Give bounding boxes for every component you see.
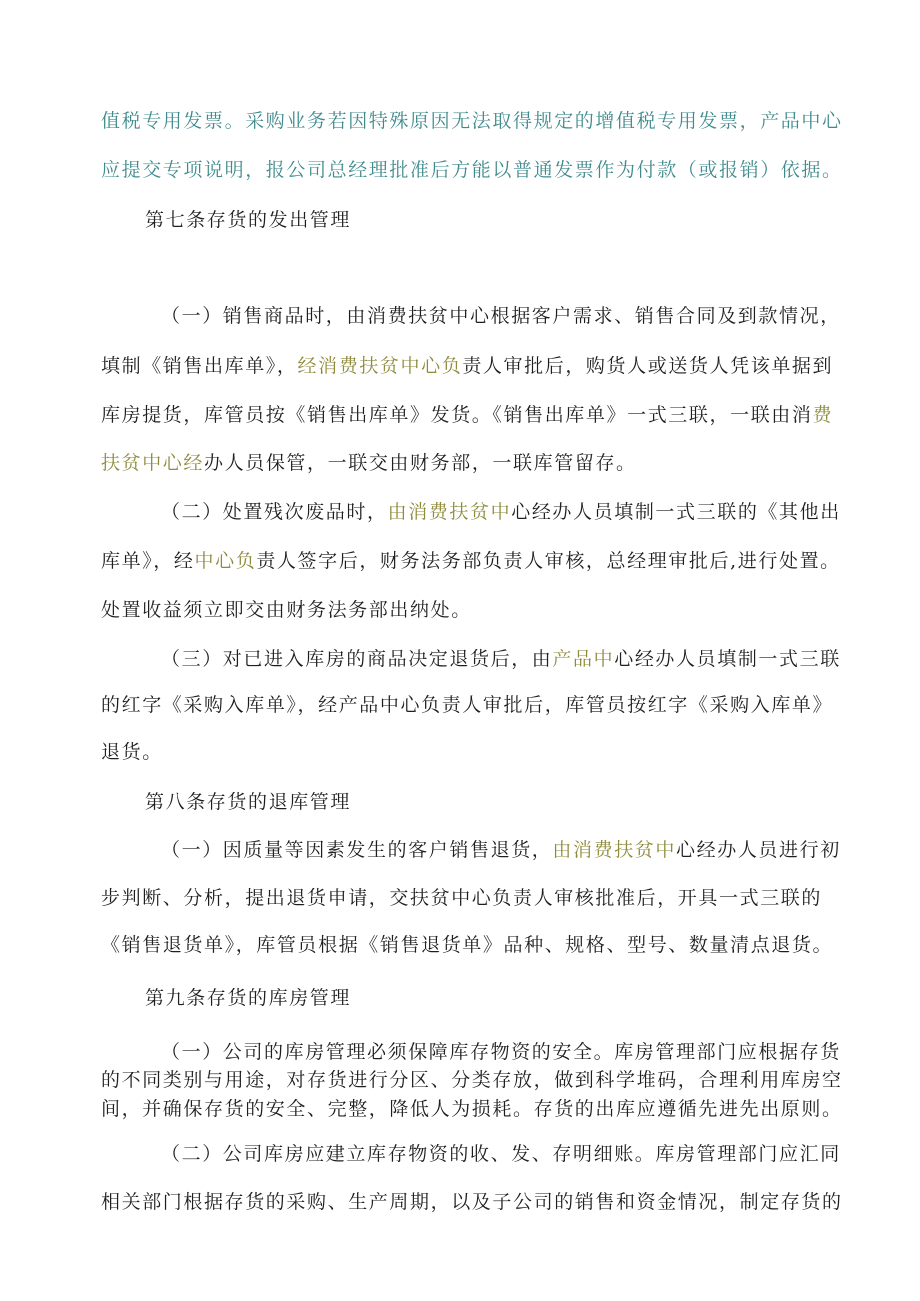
text-line [101, 1096, 843, 1122]
text-segment: 的不同类别与用途，对存货进行分区、分类存放，做到科学堆码，合理利用库房空 [101, 1069, 843, 1091]
text-line [101, 450, 637, 476]
text-segment: 由消费扶贫中 [552, 839, 677, 861]
section-heading [145, 789, 351, 815]
text-segment: 办人员保管，一联交由财务部，一联库管留存。 [204, 452, 637, 474]
text-line [101, 157, 843, 183]
text-segment: 步判断、分析，提出退货申请，交扶贫中心负责人审核批准后，开具一式三联的 [101, 887, 823, 909]
text-segment: （二）处置残次废品时， [161, 501, 388, 523]
text-segment: 库单》，经 [101, 550, 195, 572]
text-segment: 产品中 [552, 648, 615, 670]
text-segment: 值税专用发票。采购业务若因特殊原因无法取得规定的增值税专用发票，产品中心 [101, 110, 843, 132]
text-segment: 责人审批后，购货人或送货人凭该单据到 [462, 355, 834, 377]
text-line [101, 1189, 843, 1215]
text-segment: 中心负 [194, 550, 257, 572]
section-heading [145, 985, 351, 1011]
text-line [161, 1141, 841, 1167]
text-segment: （二）公司库房应建立库存物资的收、发、存明细账。库房管理部门应汇同 [161, 1143, 841, 1165]
text-segment: （一）销售商品时，由消费扶贫中心根据客户需求、销售合同及到款情况， [161, 305, 841, 327]
text-segment: 的红字《采购入库单》，经产品中心负责人审批后，库管员按红字《采购入库单》 [101, 694, 834, 716]
text-segment: （一）因质量等因素发生的客户销售退货， [161, 839, 553, 861]
text-line [101, 692, 833, 718]
text-line [101, 548, 841, 574]
text-segment: 心经办人员填制一式三联 [614, 648, 841, 670]
text-line [161, 499, 841, 525]
text-segment: （三）对已进入库房的商品决定退货后，由 [161, 648, 553, 670]
text-segment: 第九条存货的库房管理 [145, 987, 352, 1009]
text-segment: 相关部门根据存货的采购、生产周期，以及子公司的销售和资金情况，制定存货的 [101, 1191, 843, 1213]
section-heading [145, 207, 351, 233]
text-segment: 应提交专项说明，报公司总经理批准后方能以普通发票作为付款（或报销）依据。 [101, 159, 843, 181]
text-segment: （一）公司的库房管理必须保障库存物资的安全。库房管理部门应根据存货 [161, 1041, 841, 1063]
text-line [101, 108, 843, 134]
text-line [101, 1067, 843, 1093]
text-line [101, 739, 163, 765]
text-segment: 费 [812, 404, 834, 426]
text-segment: 责人签字后，财务法务部负责人审核，总经理审批后,进行处置。 [256, 550, 841, 572]
text-line [161, 1039, 841, 1065]
text-line [161, 837, 841, 863]
text-line [101, 885, 822, 911]
text-line [161, 303, 841, 329]
text-segment: 心经办人员填制一式三联的《其他出 [511, 501, 841, 523]
text-line [161, 646, 841, 672]
text-segment: 心经办人员进行初 [676, 839, 841, 861]
text-segment: 由消费扶贫中 [387, 501, 512, 523]
text-segment: 第八条存货的退库管理 [145, 791, 352, 813]
text-segment: 处置收益须立即交由财务法务部出纳处。 [101, 599, 472, 621]
text-line [101, 353, 833, 379]
text-line [101, 402, 833, 428]
text-segment: 退货。 [101, 741, 163, 763]
text-segment: 填制《销售出库单》， [101, 355, 298, 377]
text-segment: 库房提货，库管员按《销售出库单》发货。《销售出库单》一式三联，一联由消 [101, 404, 813, 426]
text-segment: 间，并确保存货的安全、完整，降低人为损耗。存货的出库应遵循先进先出原则。 [101, 1098, 843, 1120]
text-line [101, 932, 833, 958]
text-segment: 第七条存货的发出管理 [145, 209, 352, 231]
text-line [101, 597, 472, 623]
text-segment: 经消费扶贫中心负 [297, 355, 463, 377]
text-segment: 《销售退货单》，库管员根据《销售退货单》品种、规格、型号、数量清点退货。 [101, 934, 834, 956]
text-segment: 扶贫中心经 [101, 452, 205, 474]
